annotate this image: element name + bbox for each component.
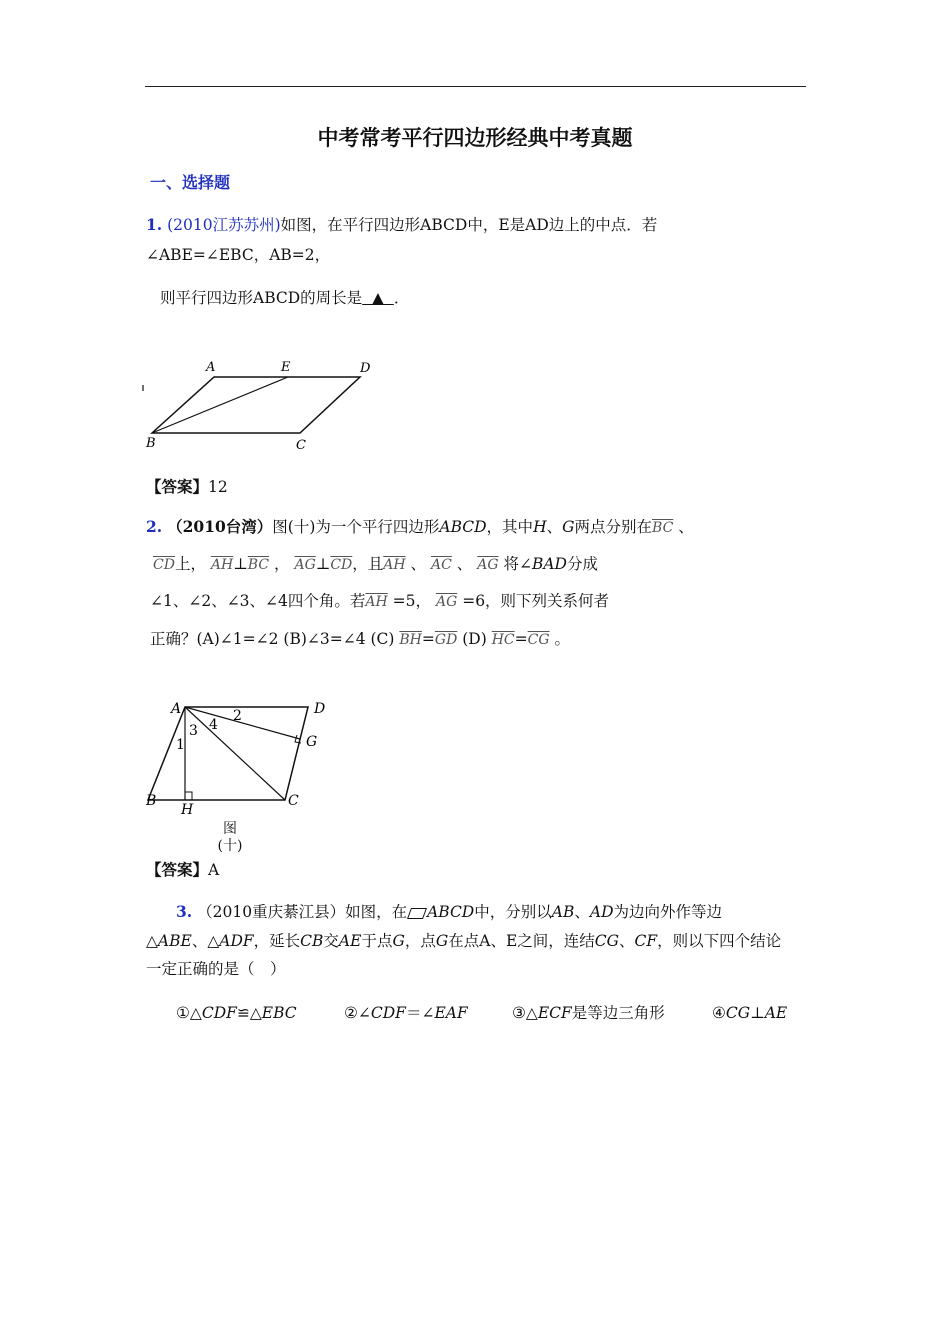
q2-answer-label: 【答案】: [146, 860, 209, 879]
label-angle-2: 2: [233, 708, 242, 724]
q3-line2: △ABE、△ADF，延长CB交AE于点G，点G在点A、E之间，连结CG、CF，则以下四个结论: [146, 932, 782, 950]
label-c: C: [288, 793, 299, 809]
parallelogram-symbol: [407, 908, 427, 919]
q2-number: 2.: [146, 517, 163, 536]
q1-line1: [146, 214, 657, 236]
q1-line3: [160, 287, 409, 309]
q2-answer: [146, 858, 219, 880]
q3-option-2: ②∠CDF＝∠EAF: [344, 1004, 468, 1022]
q1-source: (2010江苏苏州): [167, 216, 281, 234]
q3-number: 3.: [176, 902, 193, 921]
label-g: G: [306, 734, 318, 750]
q3-option-4: ④CG⊥AE: [712, 1004, 788, 1022]
q1-blank: ▲: [372, 289, 384, 307]
label-d: D: [360, 361, 371, 376]
label-angle-1: 1: [176, 737, 185, 753]
q1-line2: ∠ABE=∠EBC，AB=2，: [146, 246, 331, 264]
q1-text3: 则平行四边形ABCD的周长是: [160, 289, 363, 307]
label-c: C: [296, 438, 306, 453]
label-b: B: [146, 793, 157, 809]
label-a: A: [171, 701, 182, 717]
q2-line4: 正确？(A)∠1=∠2 (B)∠3=∠4 (C) $\overline{BH}=\overline{GD}$ (D) $\overline{HC}=\overline{CG}$ 。: [150, 630, 570, 648]
q3-line3: 一定正确的是（ ）: [146, 960, 286, 978]
q1-number: 1.: [146, 215, 163, 234]
q2-caption-line2: (十): [217, 838, 243, 854]
q3-line1: 3. （2010重庆綦江县）如图，在 ABCD中，分别以AB、AD为边向外作等边: [176, 902, 723, 921]
q2-answer-value: A: [208, 861, 220, 879]
label-b: B: [146, 436, 156, 451]
q2-line3: ∠1、∠2、∠3、∠4四个角。若$\overline{AH} =5$， $\overline{AG} =6$，则下列关系何者: [150, 592, 610, 610]
right-angle-h: [185, 792, 192, 800]
section-heading: 一、选择题: [150, 173, 231, 192]
q3-option-1: ①△CDF≌△EBC: [176, 1004, 297, 1022]
q1-end: ．: [393, 289, 410, 307]
q2-line2: $\overline{CD}$上， $\overline{AH}\perp\overline{BC}$ ， $\overline{AG}\perp\overline{CD}$，且$\overline{AH}$ 、 $\overline{AC}$ 、 $\overline{AG}$ 将∠BAD分成: [153, 555, 598, 573]
label-e: E: [281, 360, 291, 375]
q1-figure: [140, 350, 380, 460]
q2-source: （2010台湾）: [167, 517, 273, 536]
q1-text1: 如图，在平行四边形ABCD中，E是AD边上的中点．若: [280, 216, 658, 234]
label-h: H: [181, 802, 194, 818]
q3-option-3: ③△ECF是等边三角形: [512, 1004, 665, 1022]
q1-answer-value: 12: [208, 478, 228, 496]
parallelogram-abcd: [152, 377, 360, 433]
label-angle-4: 4: [209, 717, 218, 733]
parallelogram-abcd: [148, 707, 308, 800]
q1-answer: [146, 475, 228, 497]
q2-caption-line1: 图: [223, 821, 237, 837]
label-d: D: [314, 701, 326, 717]
q1-answer-label: 【答案】: [146, 477, 209, 496]
header-rule: [145, 86, 806, 87]
q2-line1: 2. （2010台湾）图(十)为一个平行四边形ABCD，其中H、G两点分别在$\overline{BC}$ 、: [146, 517, 694, 536]
segment-be: [152, 377, 288, 433]
label-a: A: [206, 360, 216, 375]
page-title: 中考常考平行四边形经典中考真题: [317, 125, 633, 150]
label-angle-3: 3: [189, 723, 198, 739]
